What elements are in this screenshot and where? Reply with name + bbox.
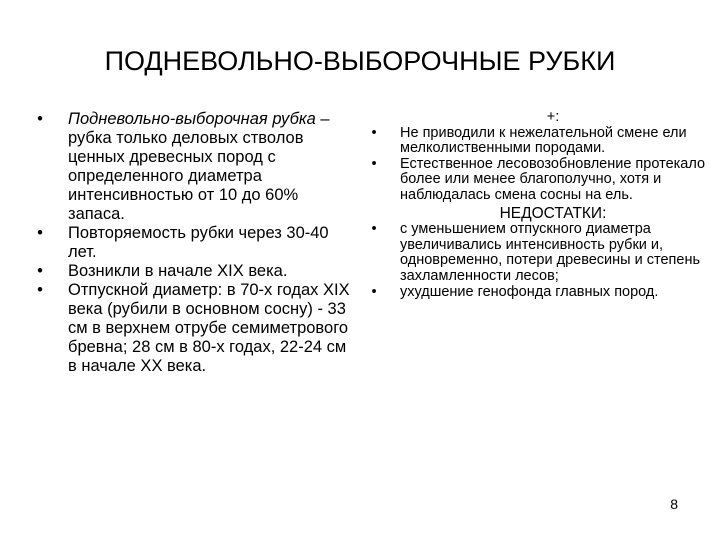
list-item-origin	[34, 262, 359, 281]
page-number: 8	[670, 496, 678, 512]
bullet-icon: •	[371, 283, 377, 300]
list-item-text: Отпускной диаметр: в 70-х годах XIX века (рубили в основном сосну) - 33 см в верхнем отрубе семиметрового бревна; 28 см в 80-х годах, 22-24 см в начале XX века.	[68, 281, 350, 375]
advantage-text: Не приводили к нежелательной смене ели мелколиственными породами.	[400, 124, 687, 157]
bullet-icon: •	[371, 124, 377, 141]
slide-title: ПОДНЕВОЛЬНО-ВЫБОРОЧНЫЕ РУБКИ	[104, 46, 616, 76]
bullet-icon: •	[371, 155, 377, 172]
bullet-icon: •	[37, 110, 43, 128]
list-item-repeatability	[34, 224, 359, 262]
advantages-label: +:	[546, 109, 560, 125]
advantage-item	[366, 157, 706, 204]
advantage-text: Естественное лесовозобновление протекало более или менее благополучно, хотя и наблюдалась смена сосны на ель.	[400, 155, 706, 203]
bullet-icon: •	[37, 281, 43, 299]
right-column	[366, 110, 706, 300]
disadvantage-item	[366, 285, 706, 301]
disadvantages-list	[366, 222, 706, 300]
disadvantage-text: ухудшение генофонда главных пород.	[400, 283, 659, 300]
left-column	[34, 110, 359, 376]
definition-text: – рубка только деловых стволов ценных древесных пород с определенного диаметра интенсивностью от 10 до 60% запаса.	[68, 110, 330, 223]
list-item-text: Повторяемость рубки через 30-40 лет.	[68, 224, 329, 261]
advantage-item	[366, 126, 706, 157]
bullet-icon: •	[37, 224, 43, 242]
disadvantage-item	[366, 222, 706, 284]
advantages-list	[366, 126, 706, 204]
list-item-release-diameter	[34, 281, 359, 376]
disadvantages-label: НЕДОСТАТКИ:	[499, 204, 607, 222]
left-bullet-list	[34, 110, 359, 376]
bullet-icon: •	[371, 221, 377, 238]
definition-term: Подневольно-выборочная рубка	[68, 110, 316, 128]
disadvantage-text: с уменьшением отпускного диаметра увеличивались интенсивность рубки и, одновременно, потери древесины и степень захламленности лесов;	[400, 221, 701, 284]
list-item-text: Возникли в начале XIX века.	[68, 262, 288, 280]
bullet-icon: •	[37, 262, 43, 280]
list-item-definition	[34, 110, 359, 224]
